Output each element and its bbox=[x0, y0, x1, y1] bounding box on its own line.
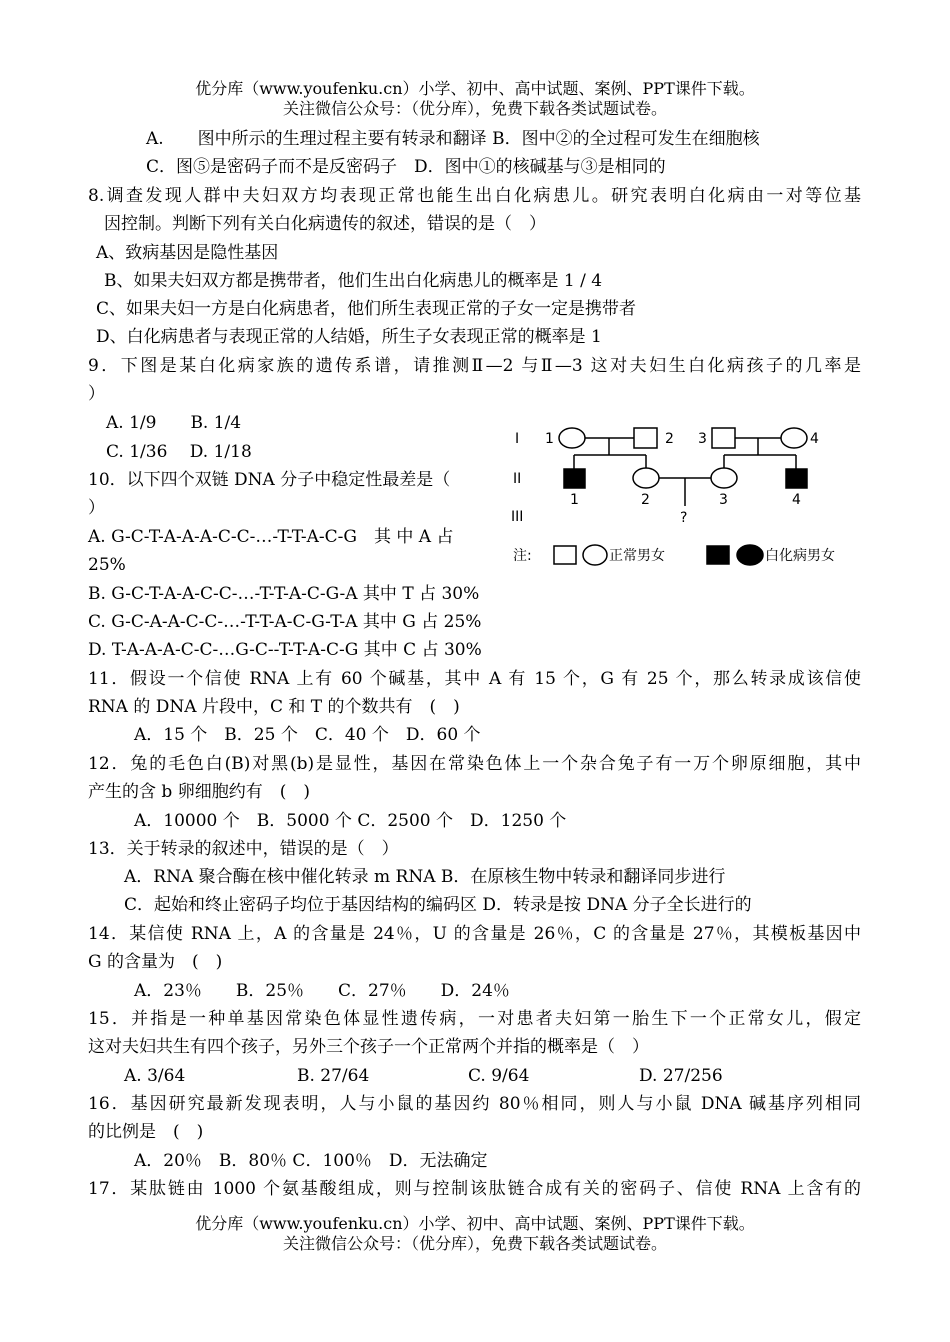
q9-stem-line-2: ） bbox=[88, 384, 105, 404]
q15-option-d: D. 27/256 bbox=[639, 1066, 723, 1086]
q9-stem-line-1: 9．下图是某白化病家族的遗传系谱，请推测Ⅱ—2 与Ⅱ—3 这对夫妇生白化病孩子的几率是 bbox=[88, 356, 861, 376]
q7-options-line-2: C．图⑤是密码子而不是反密码子 D．图中①的核碱基与③是相同的 bbox=[146, 157, 666, 177]
q13-options-ab: A．RNA 聚合酶在核中催化转录 m RNA B．在原核生物中转录和翻译同步进行 bbox=[124, 867, 726, 887]
pedigree-II3-number: 3 bbox=[719, 492, 728, 508]
q16-options: A．20％ B．80％ C．100％ D．无法确定 bbox=[134, 1151, 488, 1171]
q15-option-c: C. 9/64 bbox=[468, 1066, 530, 1086]
q12-stem-line-2: 产生的含 b 卵细胞约有 ( ) bbox=[88, 782, 310, 802]
pedigree-II4-number: 4 bbox=[792, 492, 801, 508]
pedigree-II2-number: 2 bbox=[641, 492, 650, 508]
pedigree-II1-affected-male bbox=[564, 469, 585, 488]
pedigree-I2-male bbox=[634, 428, 657, 448]
header-line-1: 优分库（www.youfenku.cn）小学、初中、高中试题、案例、PPT课件下载。 bbox=[195, 79, 755, 98]
pedigree-I1-female bbox=[559, 428, 585, 448]
q8-stem-line-2: 因控制。判断下列有关白化病遗传的叙述，错误的是（ ） bbox=[104, 214, 546, 234]
header-line-2: 关注微信公众号：（优分库），免费下载各类试题试卷。 bbox=[282, 99, 667, 118]
q10-option-c: C. G-C-A-A-C-C-…-T-T-A-C-G-T-A 其中 G 占 25% bbox=[88, 612, 482, 632]
pedigree-I3-male bbox=[712, 428, 735, 448]
q8-stem-line-1: 8.调查发现人群中夫妇双方均表现正常也能生出白化病患儿。研究表明白化病由一对等位基 bbox=[88, 186, 861, 206]
legend-affected-female-symbol bbox=[737, 545, 763, 565]
generation-I-label: I bbox=[515, 431, 520, 447]
q15-option-a: A. 3/64 bbox=[124, 1066, 186, 1086]
q14-options: A．23％ B．25％ C．27％ D．24％ bbox=[134, 981, 510, 1001]
legend-normal-male-symbol bbox=[554, 546, 576, 564]
pedigree-I4-female bbox=[781, 428, 807, 448]
q12-options: A．10000 个 B．5000 个 C．2500 个 D．1250 个 bbox=[134, 811, 567, 831]
pedigree-I1-number: 1 bbox=[545, 431, 554, 447]
q11-stem-line-2: RNA 的 DNA 片段中，C 和 T 的个数共有 ( ) bbox=[88, 697, 460, 717]
q13-stem: 13．关于转录的叙述中，错误的是（ ） bbox=[88, 839, 399, 859]
q10-option-d: D. T-A-A-A-C-C-…G-C--T-T-A-C-G 其中 C 占 30% bbox=[88, 640, 482, 660]
generation-III-label: III bbox=[511, 509, 524, 525]
legend-normal-female-symbol bbox=[583, 545, 607, 565]
q15-option-b: B. 27/64 bbox=[297, 1066, 370, 1086]
q8-option-d: D、白化病患者与表现正常的人结婚，所生子女表现正常的概率是 1 bbox=[96, 327, 602, 347]
q12-stem-line-1: 12．兔的毛色白(B)对黑(b)是显性，基因在常染色体上一个杂合兔子有一万个卵原细胞，其中 bbox=[88, 754, 861, 774]
pedigree-II3-female bbox=[711, 468, 737, 488]
q16-stem-line-1: 16．基因研究最新发现表明，人与小鼠的基因约 80％相同，则人与小鼠 DNA 碱基序列相同 bbox=[88, 1094, 861, 1114]
q8-option-c: C、如果夫妇一方是白化病患者，他们所生表现正常的子女一定是携带者 bbox=[96, 299, 637, 319]
q10-option-b: B. G-C-T-A-A-C-C-…-T-T-A-C-G-A 其中 T 占 30% bbox=[88, 584, 480, 604]
q8-option-b: B、如果夫妇双方都是携带者，他们生出白化病患儿的概率是 1 / 4 bbox=[104, 271, 603, 291]
footer-line-2: 关注微信公众号：（优分库），免费下载各类试题试卷。 bbox=[282, 1234, 667, 1253]
footer-line-1: 优分库（www.youfenku.cn）小学、初中、高中试题、案例、PPT课件下载。 bbox=[195, 1214, 755, 1233]
q16-stem-line-2: 的比例是 ( ) bbox=[88, 1122, 204, 1142]
pedigree-chart bbox=[505, 415, 865, 575]
generation-II-label: II bbox=[513, 471, 522, 487]
q10-option-a-line-1: A. G-C-T-A-A-A-C-C-…-T-T-A-C-G 其 中 A 占 bbox=[88, 527, 454, 547]
q11-options: A．15 个 B．25 个 C．40 个 D．60 个 bbox=[134, 725, 481, 745]
pedigree-III-unknown: ? bbox=[680, 510, 688, 526]
pedigree-II1-number: 1 bbox=[570, 492, 579, 508]
pedigree-II4-affected-male bbox=[786, 469, 807, 488]
legend-affected-male-symbol bbox=[707, 546, 729, 564]
q8-option-a: A、致病基因是隐性基因 bbox=[96, 243, 279, 263]
q9-options-ab: A. 1/9 B. 1/4 bbox=[106, 413, 242, 433]
q15-stem-line-1: 15．并指是一种单基因常染色体显性遗传病，一对患者夫妇第一胎生下一个正常女儿，假定 bbox=[88, 1009, 861, 1029]
q11-stem-line-1: 11．假设一个信使 RNA 上有 60 个碱基，其中 A 有 15 个，G 有 25 个，那么转录成该信使 bbox=[88, 669, 861, 689]
legend-note-label: 注: bbox=[513, 548, 532, 564]
q14-stem-line-2: G 的含量为 ( ) bbox=[88, 952, 223, 972]
q7-options-line-1: A. 图中所示的生理过程主要有转录和翻译 B．图中②的全过程可发生在细胞核 bbox=[146, 129, 760, 149]
q15-stem-line-2: 这对夫妇共生有四个孩子，另外三个孩子一个正常两个并指的概率是（ ） bbox=[88, 1037, 649, 1057]
q10-stem-line-2: ） bbox=[88, 498, 105, 518]
q13-options-cd: C．起始和终止密码子均位于基因结构的编码区 D．转录是按 DNA 分子全长进行的 bbox=[124, 895, 752, 915]
pedigree-I3-number: 3 bbox=[698, 431, 707, 447]
q9-options-cd: C. 1/36 D. 1/18 bbox=[106, 442, 252, 462]
q17-stem-line-1: 17．某肽链由 1000 个氨基酸组成，则与控制该肽链合成有关的密码子、信使 RNA 上含有的 bbox=[88, 1179, 861, 1199]
legend-affected-label: 白化病男女 bbox=[765, 548, 835, 564]
q10-option-a-line-2: 25% bbox=[88, 555, 126, 575]
pedigree-I2-number: 2 bbox=[665, 431, 674, 447]
pedigree-I4-number: 4 bbox=[810, 431, 819, 447]
q14-stem-line-1: 14．某信使 RNA 上，A 的含量是 24％，U 的含量是 26％，C 的含量是 27％，其模板基因中 bbox=[88, 924, 861, 944]
pedigree-II2-female bbox=[633, 468, 659, 488]
q10-stem-line-1: 10．以下四个双链 DNA 分子中稳定性最差是（ bbox=[88, 470, 451, 490]
legend-normal-label: 正常男女 bbox=[609, 548, 665, 564]
